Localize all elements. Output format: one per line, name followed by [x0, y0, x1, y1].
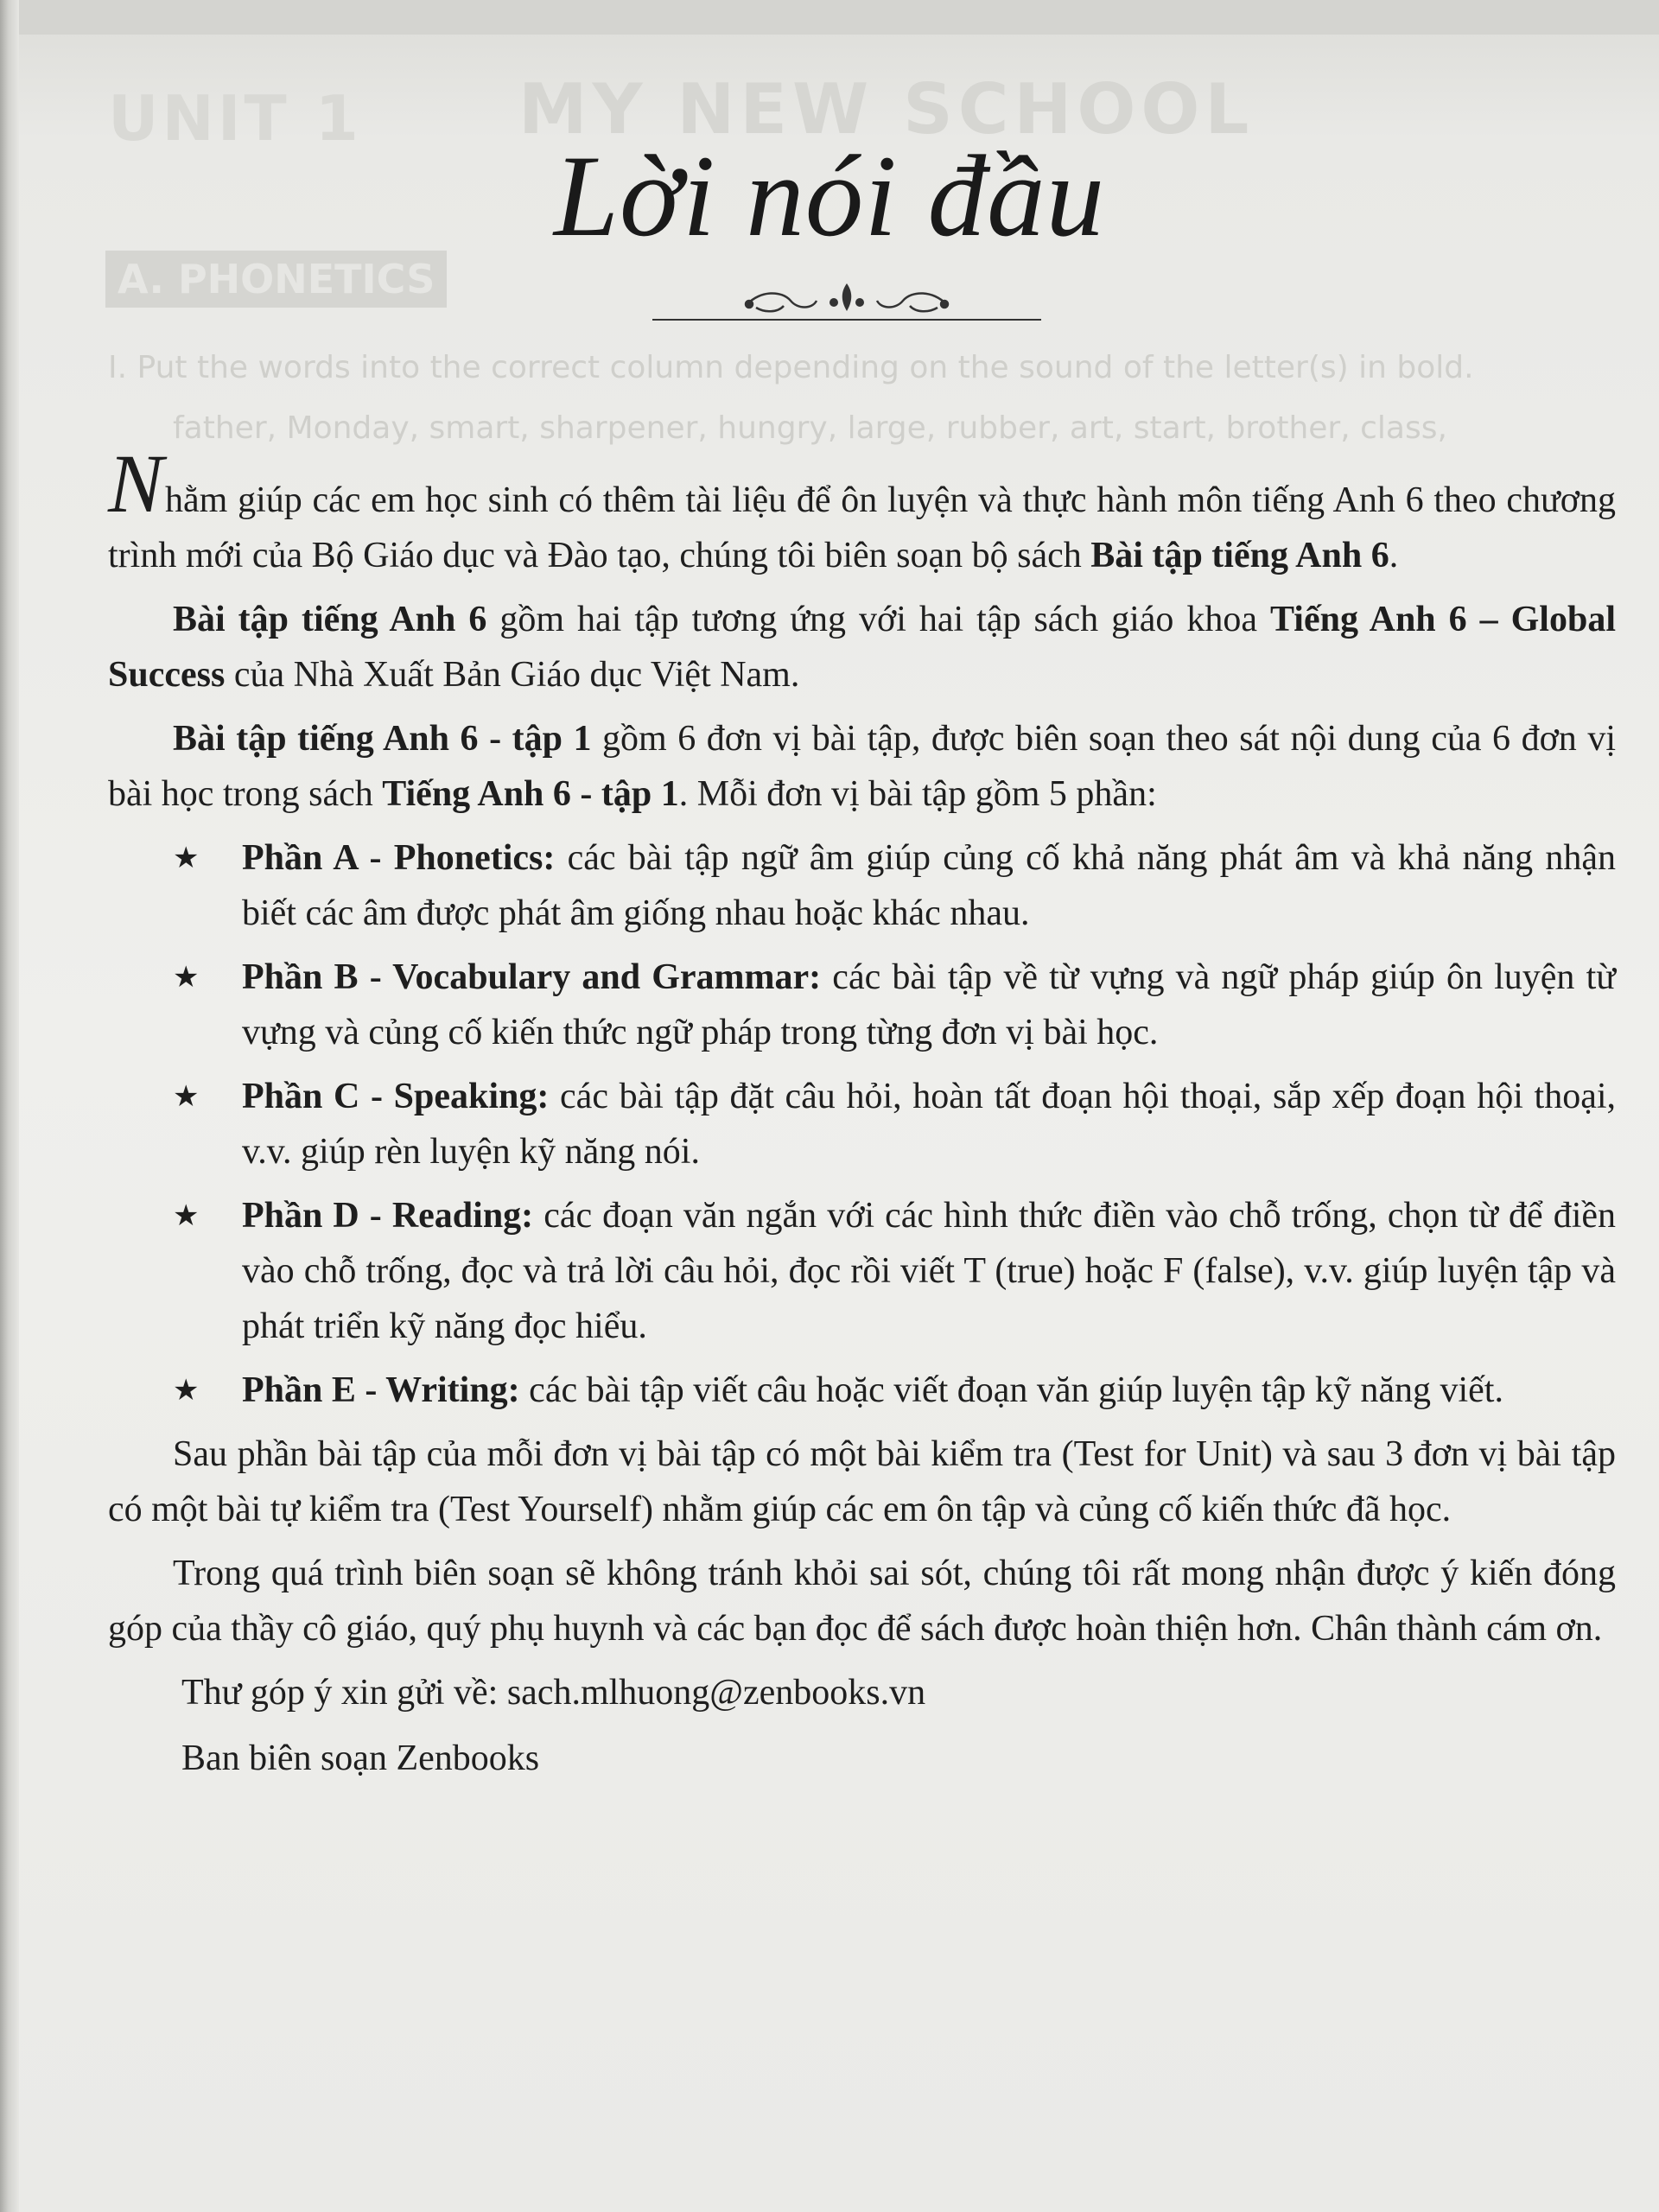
section-list	[108, 830, 1616, 1418]
book-name: Bài tập tiếng Anh 6	[173, 600, 487, 639]
paragraph-volumes	[108, 592, 1616, 702]
paragraph-volumes-text-2: của Nhà Xuất Bản Giáo dục Việt Nam.	[225, 655, 800, 695]
section-description: các bài tập về từ vựng và ngữ pháp giúp ôn luyện từ vựng và củng cố kiến thức ngữ pháp trong từng đơn vị bài học.	[242, 957, 1616, 1052]
section-description: các đoạn văn ngắn với các hình thức điền vào chỗ trống, chọn từ để điền vào chỗ trống, đọc và trả lời câu hỏi, đọc rồi viết T (true) hoặc F (false), v.v. giúp luyện tập và phát triển kỹ năng đọc hiểu.	[242, 1196, 1617, 1346]
top-shadow-band	[0, 0, 1659, 35]
ghost-line-2: father, Monday, smart, sharpener, hungry, large, rubber, art, start, brother, class,	[173, 410, 1447, 446]
paragraph-structure-text-1: gồm 6 đơn vị bài tập, được biên soạn theo sát nội dung của 6 đơn vị bài học trong sách	[108, 719, 1616, 814]
paragraph-tests: Sau phần bài tập của mỗi đơn vị bài tập có một bài kiểm tra (Test for Unit) và sau 3 đơn vị bài tập có một bài tự kiểm tra (Test Yourself) nhằm giúp các em ôn tập và củng cố kiến thức đã học.	[108, 1434, 1616, 1529]
ghost-unit-label: UNIT 1	[108, 82, 362, 155]
star-icon: ★	[173, 960, 200, 995]
star-icon: ★	[173, 841, 200, 875]
ghost-line-1: I. Put the words into the correct column depending on the sound of the letter(s) in bold.	[108, 350, 1474, 385]
paragraph-structure-text-2: . Mỗi đơn vị bài tập gồm 5 phần:	[678, 774, 1157, 814]
section-heading: Phần D - Reading:	[242, 1196, 534, 1236]
signature-line: Ban biên soạn Zenbooks	[181, 1738, 540, 1778]
section-heading: Phần E - Writing:	[242, 1370, 520, 1410]
intro-paragraph	[108, 437, 1616, 583]
page-title: Lời nói đầu	[553, 132, 1106, 261]
intro-end: .	[1389, 536, 1399, 575]
section-description: các bài tập đặt câu hỏi, hoàn tất đoạn hội thoại, sắp xếp đoạn hội thoại, v.v. giúp rèn luyện kỹ năng nói.	[242, 1077, 1617, 1172]
ghost-unit-title: MY NEW SCHOOL	[518, 69, 1255, 149]
list-item	[108, 830, 1616, 941]
section-heading: Phần B - Vocabulary and Grammar:	[242, 957, 822, 997]
section-description: các bài tập ngữ âm giúp củng cố khả năng phát âm và khả năng nhận biết các âm được phát âm giống nhau hoặc khác nhau.	[242, 838, 1616, 933]
intro-text: hằm giúp các em học sinh có thêm tài liệu để ôn luyện và thực hành môn tiếng Anh 6 theo chương trình mới của Bộ Giáo dục và Đào tạo, chúng tôi biên soạn bộ sách	[108, 480, 1616, 575]
contact-line: Thư góp ý xin gửi về: sach.mlhuong@zenbooks.vn	[181, 1673, 926, 1713]
list-item	[108, 1363, 1616, 1418]
textbook-name: Tiếng Anh 6 – Global Success	[108, 600, 1616, 695]
preface-body	[108, 437, 1617, 1796]
list-item	[108, 950, 1616, 1060]
list-item	[108, 1188, 1616, 1354]
ghost-phonetics-tag: A. PHONETICS	[105, 251, 447, 308]
section-heading: Phần C - Speaking:	[242, 1077, 550, 1116]
drop-cap: N	[108, 437, 164, 530]
paragraph-volumes-text-1: gồm hai tập tương ứng với hai tập sách giáo khoa	[486, 600, 1271, 639]
list-item	[108, 1069, 1616, 1179]
ornament-divider-icon	[652, 275, 1041, 327]
star-icon: ★	[173, 1079, 200, 1114]
intro-book-title: Bài tập tiếng Anh 6	[1090, 536, 1389, 575]
star-icon: ★	[173, 1198, 200, 1233]
section-heading: Phần A - Phonetics:	[242, 838, 556, 878]
star-icon: ★	[173, 1373, 200, 1408]
section-description: các bài tập viết câu hoặc viết đoạn văn giúp luyện tập kỹ năng viết.	[519, 1370, 1503, 1410]
paragraph-structure	[108, 711, 1616, 822]
book-volume-name: Bài tập tiếng Anh 6 - tập 1	[173, 719, 592, 759]
page-binding-edge	[0, 0, 19, 2212]
textbook-volume-name: Tiếng Anh 6 - tập 1	[382, 774, 679, 814]
paragraph-thanks: Trong quá trình biên soạn sẽ không tránh khỏi sai sót, chúng tôi rất mong nhận được ý kiến đóng góp của thầy cô giáo, quý phụ huynh và các bạn đọc để sách được hoàn thiện hơn. Chân thành cám ơn.	[108, 1554, 1616, 1649]
